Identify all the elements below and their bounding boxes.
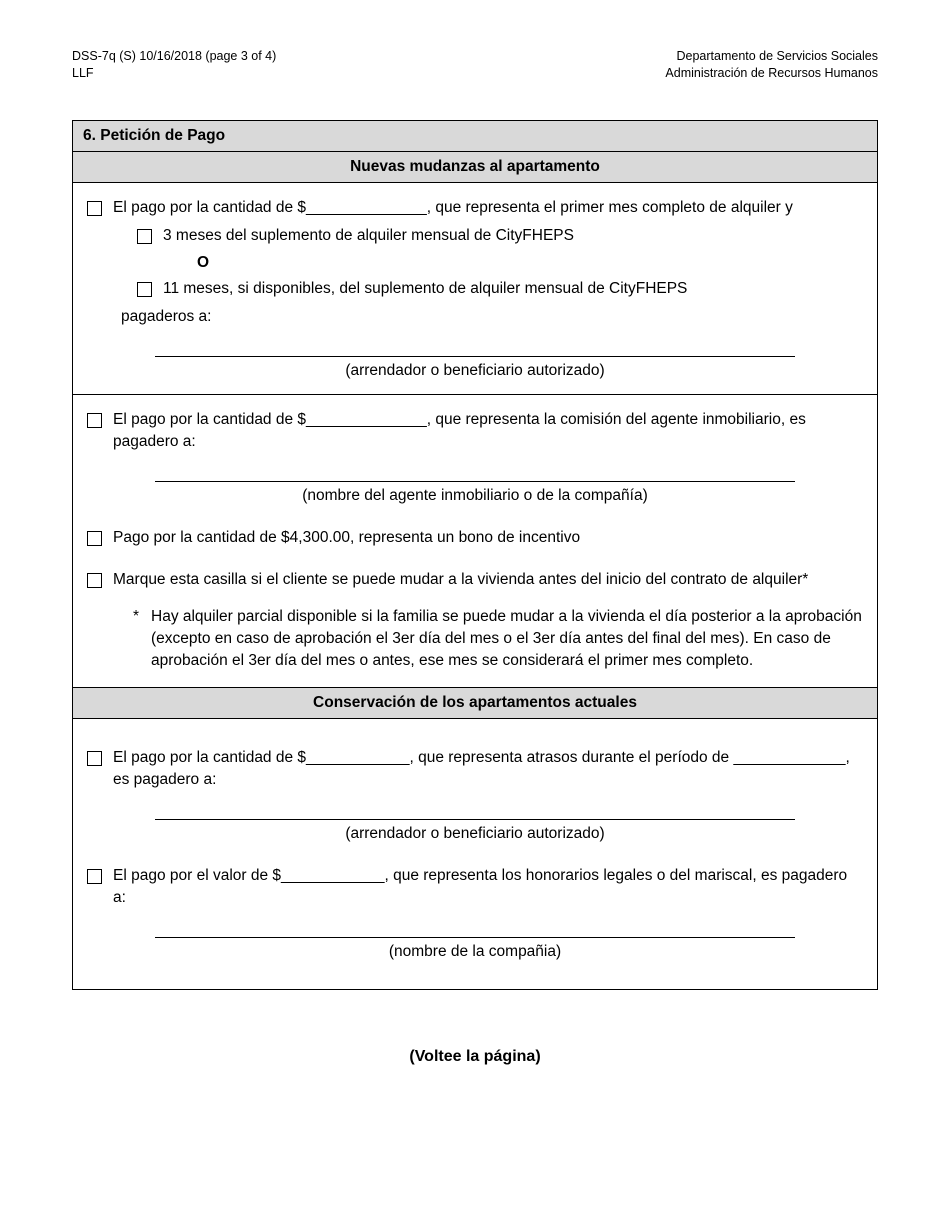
checkbox-row-broker-fee[interactable]: [87, 409, 863, 454]
agency-name-line2: Administración de Recursos Humanos: [665, 65, 878, 80]
subheading-new-moves: Nuevas mudanzas al apartamento: [73, 152, 877, 183]
header-right: [665, 48, 878, 82]
new-moves-block-a: [73, 183, 877, 395]
signature-line-broker: [87, 480, 863, 505]
checkbox-row-incentive-bonus[interactable]: [87, 527, 863, 549]
document-header: [72, 48, 878, 82]
payment-request-box: [72, 120, 878, 990]
checkbox-label: El pago por la cantidad de $______________, que representa el primer mes completo de alquiler y: [113, 198, 793, 216]
payable-to-label: pagaderos a:: [121, 308, 212, 326]
subheading-current-apartments: Conservación de los apartamentos actuales: [73, 688, 877, 719]
checkbox-icon[interactable]: [137, 282, 152, 297]
checkbox-row-early-move-in[interactable]: [87, 569, 863, 591]
checkbox-row-11-months-supplement[interactable]: [137, 278, 863, 300]
checkbox-icon[interactable]: [87, 869, 102, 884]
checkbox-label: El pago por la cantidad de $____________, que representa atrasos durante el período de _____________, es pagadero a:: [113, 748, 850, 789]
signature-caption: (nombre de la compañia): [388, 942, 562, 960]
form-code-line: LLF: [72, 65, 94, 80]
checkbox-icon[interactable]: [87, 201, 102, 216]
signature-rule[interactable]: [155, 936, 795, 938]
checkbox-row-legal-marshal-fees[interactable]: [87, 865, 863, 910]
checkbox-label: Marque esta casilla si el cliente se puede mudar a la vivienda antes del inicio del contrato de alquiler*: [113, 571, 809, 589]
checkbox-label: Pago por la cantidad de $4,300.00, representa un bono de incentivo: [113, 528, 581, 546]
footnote-partial-rent: [133, 606, 863, 673]
signature-line-landlord-1: [87, 355, 863, 380]
checkbox-icon[interactable]: [87, 573, 102, 588]
checkbox-icon[interactable]: [87, 413, 102, 428]
new-moves-block-b: [73, 395, 877, 688]
form-id-line: DSS-7q (S) 10/16/2018 (page 3 of 4): [72, 49, 277, 63]
signature-rule[interactable]: [155, 355, 795, 357]
checkbox-label: El pago por la cantidad de $______________, que representa la comisión del agente inmobiliario, es pagadero a:: [113, 410, 806, 451]
signature-caption: (arrendador o beneficiario autorizado): [345, 361, 605, 379]
turn-page-footer: (Voltee la página): [409, 1047, 541, 1065]
signature-caption: (arrendador o beneficiario autorizado): [345, 824, 605, 842]
footnote-marker: *: [133, 607, 140, 625]
checkbox-row-3-months-supplement[interactable]: [137, 225, 863, 247]
checkbox-label: El pago por el valor de $____________, que representa los honorarios legales o del mariscal, es pagadero a:: [113, 866, 848, 907]
checkbox-row-first-month-rent[interactable]: [87, 197, 863, 219]
checkbox-row-arrears[interactable]: [87, 747, 863, 792]
signature-caption: (nombre del agente inmobiliario o de la compañía): [302, 486, 648, 504]
signature-line-landlord-2: [87, 818, 863, 843]
current-apartments-block: [73, 719, 877, 989]
footnote-text: Hay alquiler parcial disponible si la familia se puede mudar a la vivienda el día posterior a la aprobación (excepto en caso de aprobación el 3er día del mes o el 3er día antes del final del mes). En caso de aprobación el 3er día del mes o antes, ese mes se considerará el primer mes completo.: [151, 607, 862, 670]
checkbox-icon[interactable]: [137, 229, 152, 244]
signature-rule[interactable]: [155, 480, 795, 482]
header-left: [72, 48, 276, 82]
agency-name-line1: Departamento de Servicios Sociales: [676, 49, 878, 63]
checkbox-icon[interactable]: [87, 751, 102, 766]
checkbox-label: 11 meses, si disponibles, del suplemento de alquiler mensual de CityFHEPS: [163, 279, 688, 297]
signature-rule[interactable]: [155, 818, 795, 820]
signature-line-company: [87, 936, 863, 961]
checkbox-label: 3 meses del suplemento de alquiler mensual de CityFHEPS: [163, 227, 574, 245]
checkbox-icon[interactable]: [87, 531, 102, 546]
or-separator-label: O: [197, 253, 210, 271]
section-title-band: 6. Petición de Pago: [73, 121, 877, 152]
